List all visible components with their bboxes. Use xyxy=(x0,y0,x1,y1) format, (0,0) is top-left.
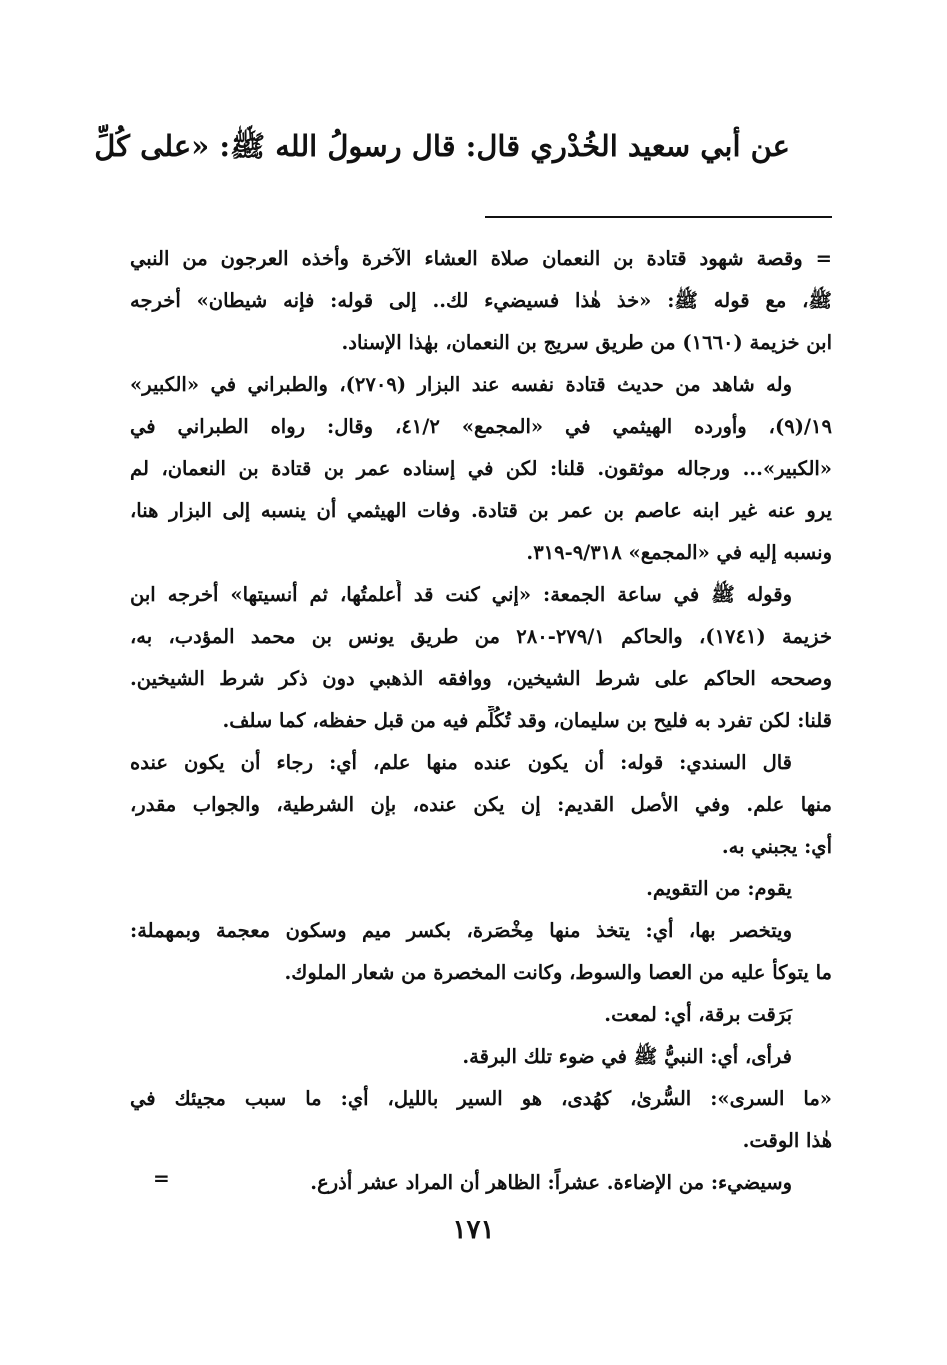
footnote-line: وقوله ﷺ في ساعة الجمعة: «إني كنت قد أُعلمتُها، ثم أنسيتها» أخرجه ابن xyxy=(130,583,792,606)
footnote-separator xyxy=(485,216,832,218)
footnote-line: فرأى، أي: النبيُّ ﷺ في ضوء تلك البرقة. xyxy=(462,1045,792,1068)
page-number: ١٧١ xyxy=(452,1215,495,1245)
footnote-line: «ما السرى»: السُّرىٰ، كهُدى، هو السير بالليل، أي: ما سبب مجيئك في xyxy=(130,1087,832,1110)
footnote-line: هٰذا الوقت. xyxy=(742,1129,832,1152)
footnote-line: أي: يجبني به. xyxy=(721,835,832,858)
continuation-mark: = xyxy=(153,1166,170,1190)
footnote-line: قلنا: لكن تفرد به فليح بن سليمان، وقد تُكُلِّم فيه من قبل حفظه، كما سلف. xyxy=(222,709,832,732)
footnote-line: ما يتوكأ عليه من العصا والسوط، وكانت المخصرة من شعار الملوك. xyxy=(284,961,832,984)
footnote-line: ١٩/(٩)، وأورده الهيثمي في «المجمع» ٤١/٢، وقال: رواه الطبراني في xyxy=(130,415,832,438)
footnote-line: ويتخصر بها، أي: يتخذ منها مِخْصَرة، بكسر ميم وسكون معجمة وبمهملة: xyxy=(130,919,792,942)
footnote-line: قال السندي: قوله: أن يكون عنده منها علم، أي: رجاء أن يكون عنده xyxy=(130,751,792,774)
footnote-line: وسيضيء: من الإضاءة. عشراً: الظاهر أن المراد عشر أذرع. xyxy=(310,1171,792,1194)
footnote-line: = وقصة شهود قتادة بن النعمان صلاة العشاء الآخرة وأخذه العرجون من النبي xyxy=(130,247,832,270)
footnote-line: يرو عنه غير ابنه عاصم بن عمر بن قتادة. وفات الهيثمي أن ينسبه إلى البزار هنا، xyxy=(130,499,832,522)
footnote-line: منها علم. وفي الأصل القديم: إن يكن عنده، بإن الشرطية، والجواب مقدر، xyxy=(130,793,832,816)
footnote-line: ابن خزيمة (١٦٦٠) من طريق سريج بن النعمان، بهٰذا الإسناد. xyxy=(341,331,832,354)
footnote-line: يقوم: من التقويم. xyxy=(646,877,792,900)
footnote-line: وصححه الحاكم على شرط الشيخين، ووافقه الذهبي دون ذكر شرط الشيخين. xyxy=(130,667,832,690)
footnote-line: وله شاهد من حديث قتادة نفسه عند البزار (٢٧٠٩)، والطبراني في «الكبير» xyxy=(130,373,792,396)
main-text-line: عن أبي سعيد الخُدْري قال: قال رسولُ الله ﷺ: «على كُلِّ xyxy=(94,129,790,163)
footnote-line: بَرَقت برقة، أي: لمعت. xyxy=(604,1003,792,1026)
footnote-line: خزيمة (١٧٤١)، والحاكم ٢٧٩/١-٢٨٠ من طريق يونس بن محمد المؤدب، به، xyxy=(130,625,832,648)
footnote-line: ونسبه إليه في «المجمع» ٩/٣١٨-٣١٩. xyxy=(526,541,832,564)
footnote-line: ﷺ، مع قوله ﷺ: «خذ هٰذا فسيضيء لك.. إلى قوله: فإنه شيطان» أخرجه xyxy=(130,289,832,312)
footnotes xyxy=(130,244,832,1210)
footnote-line: «الكبير»... ورجاله موثقون. قلنا: لكن في إسناده عمر بن قتادة بن النعمان، لم xyxy=(130,457,832,480)
